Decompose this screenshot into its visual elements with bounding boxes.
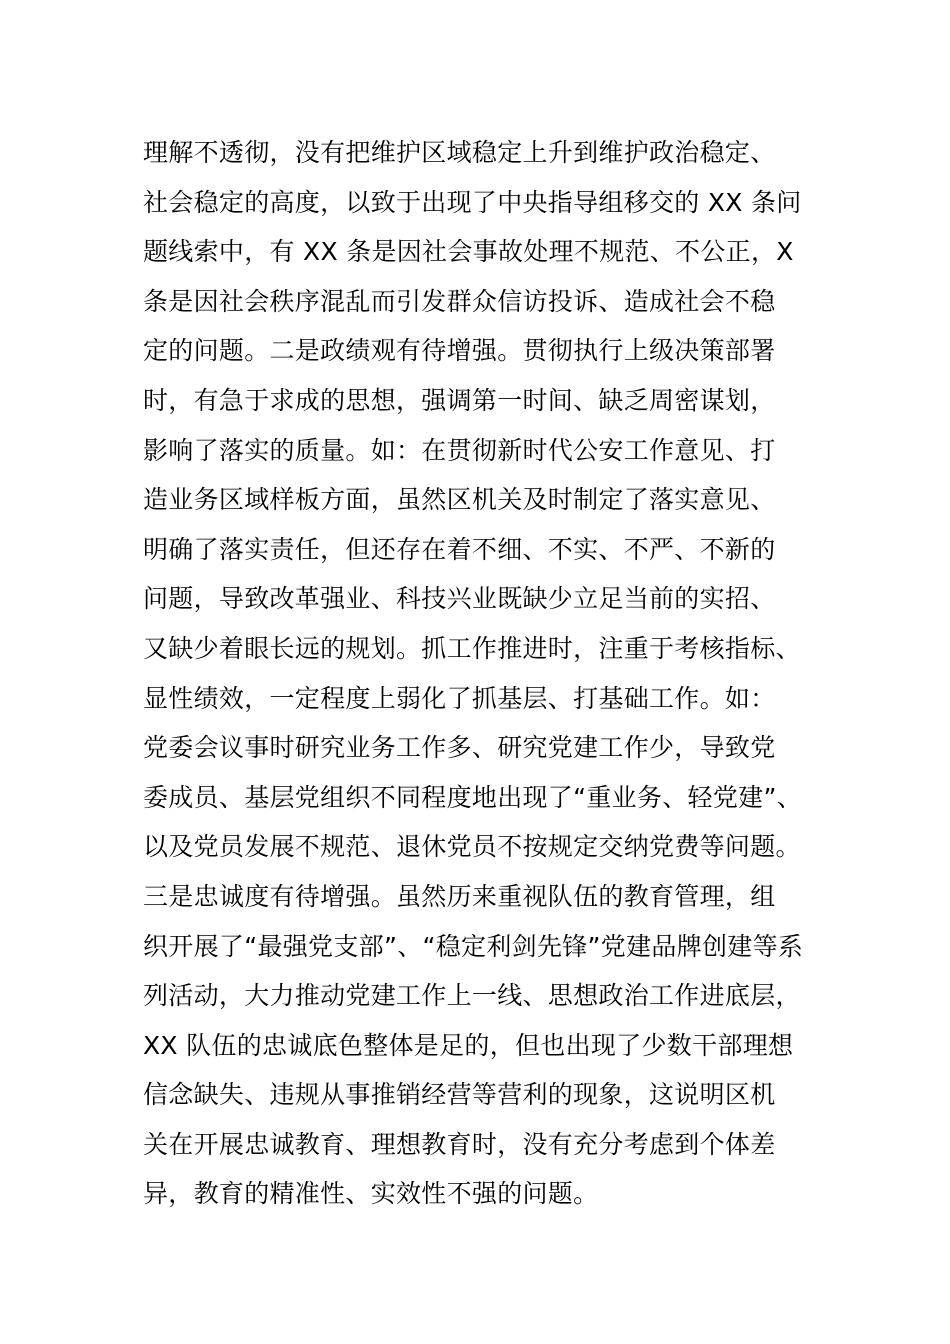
text-line: 影响了落实的质量。如：在贯彻新时代公安工作意见、打 bbox=[143, 435, 776, 465]
text-line: 明确了落实责任，但还存在着不细、不实、不严、不新的 bbox=[143, 534, 776, 564]
text-line: 题线索中，有 XX 条是因社会事故处理不规范、不公正，X bbox=[143, 237, 794, 267]
text-line: 时，有急于求成的思想，强调第一时间、缺乏周密谋划， bbox=[143, 385, 776, 415]
text-line: XX 队伍的忠诚底色整体是足的，但也出现了少数干部理想 bbox=[143, 1030, 794, 1060]
text-line: 织开展了“最强党支部”、“稳定利剑先锋”党建品牌创建等系 bbox=[143, 931, 804, 961]
text-line: 定的问题。二是政绩观有待增强。贯彻执行上级决策部署 bbox=[143, 336, 776, 366]
body-paragraph bbox=[143, 128, 823, 1219]
text-line: 异，教育的精准性、实效性不强的问题。 bbox=[143, 1179, 599, 1209]
text-line: 信念缺失、违规从事推销经营等营利的现象，这说明区机 bbox=[143, 1080, 776, 1110]
text-line: 条是因社会秩序混乱而引发群众信访投诉、造成社会不稳 bbox=[143, 286, 776, 316]
text-line: 列活动，大力推动党建工作上一线、思想政治工作进底层， bbox=[143, 981, 801, 1011]
text-line: 问题，导致改革强业、科技兴业既缺少立足当前的实招、 bbox=[143, 584, 776, 614]
text-line: 理解不透彻，没有把维护区域稳定上升到维护政治稳定、 bbox=[143, 138, 776, 167]
text-line: 造业务区域样板方面，虽然区机关及时制定了落实意见、 bbox=[143, 485, 776, 515]
text-line: 三是忠诚度有待增强。虽然历来重视队伍的教育管理，组 bbox=[143, 881, 776, 911]
text-line: 显性绩效，一定程度上弱化了抓基层、打基础工作。如： bbox=[143, 683, 776, 713]
text-line: 以及党员发展不规范、退休党员不按规定交纳党费等问题。 bbox=[143, 832, 801, 862]
text-line: 委成员、基层党组织不同程度地出现了“重业务、轻党建”、 bbox=[143, 782, 803, 812]
text-line: 社会稳定的高度，以致于出现了中央指导组移交的 XX 条问 bbox=[143, 187, 802, 217]
text-line: 关在开展忠诚教育、理想教育时，没有充分考虑到个体差 bbox=[143, 1129, 776, 1159]
text-line: 又缺少着眼长远的规划。抓工作推进时，注重于考核指标、 bbox=[143, 633, 801, 663]
text-line: 党委会议事时研究业务工作多、研究党建工作少，导致党 bbox=[143, 733, 776, 763]
